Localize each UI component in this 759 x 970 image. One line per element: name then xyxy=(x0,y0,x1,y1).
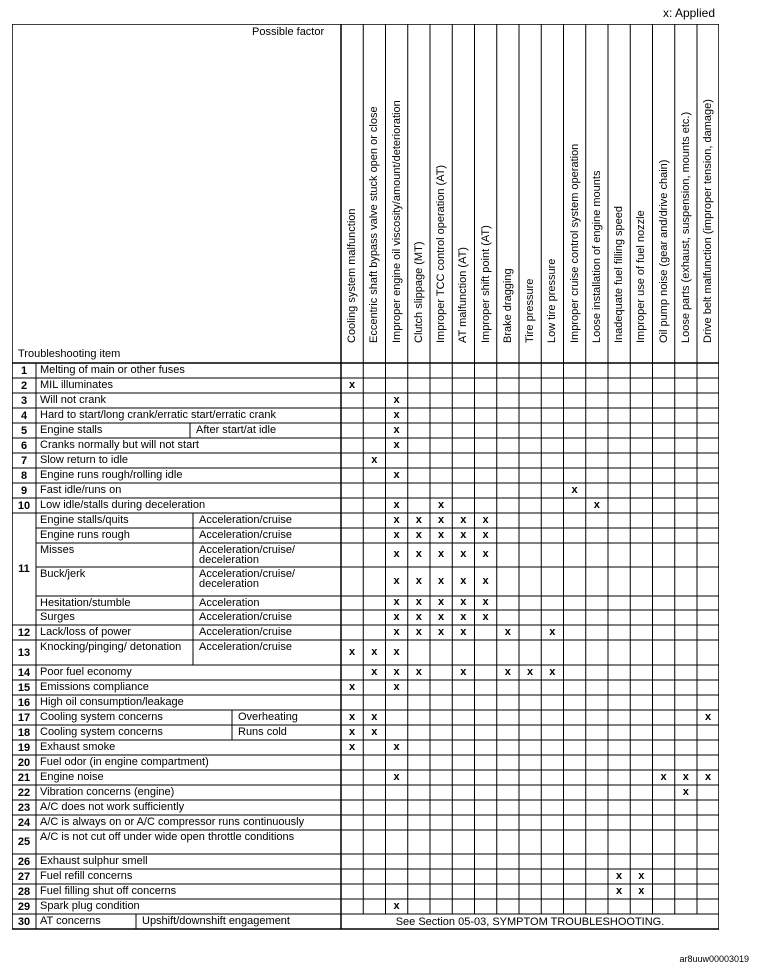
header-possible-factor: Possible factor xyxy=(252,26,325,38)
applied-mark: x xyxy=(638,884,645,897)
troubleshooting-item: Knocking/pinging/ detonation xyxy=(40,641,182,653)
factor-header: Improper cruise control system operation xyxy=(568,143,581,343)
applied-mark: x xyxy=(615,869,623,882)
troubleshooting-item: Spark plug condition xyxy=(40,900,140,912)
applied-mark: x xyxy=(348,680,356,693)
troubleshooting-item: Low idle/stalls during deceleration xyxy=(40,499,206,511)
applied-mark: x xyxy=(437,610,445,623)
troubleshooting-item: High oil consumption/leakage xyxy=(40,696,184,708)
applied-mark: x xyxy=(460,548,467,560)
row-number: 14 xyxy=(17,666,31,679)
troubleshooting-item: Fuel filling shut off concerns xyxy=(40,885,177,897)
troubleshooting-item: Engine stalls/quits xyxy=(40,514,129,526)
row-number: 23 xyxy=(17,801,31,814)
applied-mark: x xyxy=(393,408,400,421)
applied-mark: x xyxy=(526,665,534,678)
applied-mark: x xyxy=(348,710,356,723)
applied-mark: x xyxy=(371,710,378,723)
row-number: 21 xyxy=(17,771,31,784)
troubleshooting-item: Engine runs rough/rolling idle xyxy=(40,469,183,481)
applied-mark: x xyxy=(682,770,689,783)
applied-mark: x xyxy=(393,625,400,638)
applied-mark: x xyxy=(482,574,489,587)
applied-mark: x xyxy=(460,625,467,638)
row30-note: See Section 05-03, SYMPTOM TROUBLESHOOTING. xyxy=(395,916,665,928)
row-number: 18 xyxy=(17,726,31,739)
applied-mark: x xyxy=(549,665,556,678)
factor-header: Loose parts (exhaust, suspension, mounts etc.) xyxy=(679,111,692,343)
factor-header: Low tire pressure xyxy=(546,258,559,343)
applied-mark: x xyxy=(371,725,378,738)
applied-mark: x xyxy=(393,770,400,783)
troubleshooting-item: Fuel odor (in engine compartment) xyxy=(40,756,209,768)
applied-mark: x xyxy=(482,610,489,623)
applied-mark: x xyxy=(437,574,445,587)
condition-label: Acceleration/cruise xyxy=(199,529,292,541)
figure-id: ar8uuw00003019 xyxy=(679,954,749,964)
applied-mark: x xyxy=(437,596,445,608)
applied-mark: x xyxy=(393,548,400,560)
applied-mark: x xyxy=(415,574,422,587)
condition-label: Acceleration/cruise xyxy=(199,611,292,623)
troubleshooting-item: Lack/loss of power xyxy=(40,626,132,638)
row-number: 15 xyxy=(17,681,31,694)
row-number: 2 xyxy=(20,379,28,392)
applied-mark: x xyxy=(504,625,511,638)
factor-header: AT malfunction (AT) xyxy=(457,247,470,343)
applied-mark: x xyxy=(460,528,467,541)
row-number: 12 xyxy=(17,626,31,639)
applied-mark: x xyxy=(460,513,467,526)
factor-header: Improper shift point (AT) xyxy=(479,225,492,343)
applied-mark: x xyxy=(393,596,400,608)
troubleshooting-item: A/C does not work sufficiently xyxy=(40,801,185,813)
row-number: 4 xyxy=(20,409,28,422)
troubleshooting-item: Cooling system concerns xyxy=(40,726,163,738)
applied-mark: x xyxy=(393,899,400,912)
applied-mark: x xyxy=(437,498,445,511)
factor-header: Drive belt malfunction (improper tension, damage) xyxy=(702,99,714,343)
factor-header: Clutch slippage (MT) xyxy=(412,241,425,343)
troubleshooting-item: Poor fuel economy xyxy=(40,666,132,678)
applied-mark: x xyxy=(638,869,645,882)
row-number: 29 xyxy=(17,900,31,913)
applied-mark: x xyxy=(393,645,400,658)
troubleshooting-item: Exhaust sulphur smell xyxy=(40,855,148,867)
applied-mark: x xyxy=(504,665,511,678)
applied-mark: x xyxy=(371,453,378,466)
applied-mark: x xyxy=(682,785,689,798)
troubleshooting-item: AT concerns xyxy=(40,915,101,927)
applied-mark: x xyxy=(704,770,712,783)
condition-label: Acceleration/cruise xyxy=(199,514,292,526)
applied-mark: x xyxy=(393,610,400,623)
applied-mark: x xyxy=(482,513,489,526)
applied-mark: x xyxy=(482,548,489,560)
troubleshooting-item: Engine runs rough xyxy=(40,529,130,541)
row-number: 3 xyxy=(20,394,28,407)
applied-mark: x xyxy=(460,665,467,678)
troubleshooting-item: Cooling system concerns xyxy=(40,711,163,723)
applied-mark: x xyxy=(460,610,467,623)
condition-label: Upshift/downshift engagement xyxy=(142,915,290,927)
applied-mark: x xyxy=(482,596,489,608)
applied-mark: x xyxy=(460,596,467,608)
factor-header: Loose installation of engine mounts xyxy=(590,170,603,343)
factor-header: Brake dragging xyxy=(501,268,514,343)
applied-mark: x xyxy=(415,625,422,638)
troubleshooting-item: Vibration concerns (engine) xyxy=(40,786,175,798)
applied-mark: x xyxy=(393,498,400,511)
row-number: 22 xyxy=(17,786,31,799)
row-number: 19 xyxy=(17,741,31,754)
row-number: 8 xyxy=(20,469,28,482)
applied-mark: x xyxy=(393,393,400,406)
row-number: 28 xyxy=(17,885,31,898)
applied-mark: x xyxy=(371,665,378,678)
troubleshooting-item: Surges xyxy=(40,611,75,623)
applied-mark: x xyxy=(415,610,422,623)
applied-mark: x xyxy=(482,528,489,541)
condition-label: After start/at idle xyxy=(196,424,277,436)
condition-label: Acceleration/cruise/ deceleration xyxy=(199,568,295,590)
row-number: 27 xyxy=(17,870,31,883)
troubleshooting-item: Fuel refill concerns xyxy=(40,870,133,882)
row-number: 17 xyxy=(17,711,31,724)
applied-mark: x xyxy=(437,625,445,638)
applied-mark: x xyxy=(415,528,422,541)
factor-header: Cooling system malfunction xyxy=(346,208,358,343)
factor-header: Improper use of fuel nozzle xyxy=(635,210,648,343)
applied-mark: x xyxy=(437,528,445,541)
condition-label: Acceleration xyxy=(199,597,260,609)
applied-mark: x xyxy=(371,645,378,658)
applied-mark: x xyxy=(393,528,400,541)
applied-mark: x xyxy=(393,438,400,451)
legend: x: Applied xyxy=(662,6,715,20)
applied-mark: x xyxy=(437,513,445,526)
applied-mark: x xyxy=(393,468,400,481)
row-number: 6 xyxy=(20,439,28,452)
applied-mark: x xyxy=(415,513,422,526)
troubleshooting-item: MIL illuminates xyxy=(40,379,113,391)
applied-mark: x xyxy=(549,625,556,638)
row-number: 10 xyxy=(17,499,31,512)
applied-mark: x xyxy=(348,645,356,658)
applied-mark: x xyxy=(348,740,356,753)
row-number: 24 xyxy=(17,816,31,829)
applied-mark: x xyxy=(660,770,667,783)
troubleshooting-item: Slow return to idle xyxy=(40,454,129,466)
applied-mark: x xyxy=(704,710,712,723)
applied-mark: x xyxy=(348,725,356,738)
condition-label: Runs cold xyxy=(238,726,287,738)
factor-header: Inadequate fuel filling speed xyxy=(613,206,625,343)
row-number: 11 xyxy=(18,563,30,575)
applied-mark: x xyxy=(393,574,400,587)
condition-label: Acceleration/cruise xyxy=(199,626,292,638)
applied-mark: x xyxy=(393,665,400,678)
applied-mark: x xyxy=(415,548,422,560)
applied-mark: x xyxy=(571,483,578,496)
troubleshooting-item: Fast idle/runs on xyxy=(40,484,122,496)
applied-mark: x xyxy=(393,740,400,753)
troubleshooting-item: Emissions compliance xyxy=(40,681,149,693)
factor-header: Tire pressure xyxy=(524,278,536,343)
troubleshooting-item: Buck/jerk xyxy=(40,568,86,580)
troubleshooting-item: A/C is not cut off under wide open throttle conditions xyxy=(40,831,295,843)
row-number: 30 xyxy=(17,915,31,928)
troubleshooting-item: Melting of main or other fuses xyxy=(40,364,185,376)
condition-label: Acceleration/cruise/ deceleration xyxy=(199,544,295,566)
applied-mark: x xyxy=(615,884,623,897)
troubleshooting-item: Cranks normally but will not start xyxy=(40,439,199,451)
row-number: 25 xyxy=(17,836,31,848)
row-number: 20 xyxy=(17,756,31,769)
troubleshooting-item: Exhaust smoke xyxy=(40,741,116,753)
row-number: 9 xyxy=(20,484,28,497)
troubleshooting-item: Misses xyxy=(40,544,75,556)
factor-header: Eccentric shaft bypass valve stuck open or close xyxy=(368,106,381,343)
troubleshooting-table xyxy=(12,24,719,941)
condition-label: Overheating xyxy=(238,711,298,723)
troubleshooting-item: Hard to start/long crank/erratic start/erratic crank xyxy=(40,409,276,421)
applied-mark: x xyxy=(593,498,600,511)
applied-mark: x xyxy=(437,548,445,560)
row-number: 1 xyxy=(20,364,28,377)
row-number: 26 xyxy=(17,855,31,868)
troubleshooting-item: A/C is always on or A/C compressor runs continuously xyxy=(40,816,305,828)
applied-mark: x xyxy=(415,665,422,678)
header-troubleshooting-item: Troubleshooting item xyxy=(18,348,121,360)
troubleshooting-item: Engine noise xyxy=(40,771,104,783)
troubleshooting-item: Will not crank xyxy=(40,394,107,406)
factor-header: Improper engine oil viscosity/amount/deterioration xyxy=(390,100,403,343)
applied-mark: x xyxy=(460,574,467,587)
row-number: 13 xyxy=(17,646,31,659)
applied-mark: x xyxy=(393,423,400,436)
row-number: 16 xyxy=(17,696,31,709)
applied-mark: x xyxy=(348,378,356,391)
factor-header: Improper TCC control operation (AT) xyxy=(435,164,447,343)
applied-mark: x xyxy=(393,513,400,526)
applied-mark: x xyxy=(393,680,400,693)
row-number: 7 xyxy=(20,454,28,467)
condition-label: Acceleration/cruise xyxy=(199,641,292,653)
troubleshooting-item: Hesitation/stumble xyxy=(40,597,131,609)
factor-header: Oil pump noise (gear and/drive chain) xyxy=(657,159,670,343)
troubleshooting-item: Engine stalls xyxy=(40,424,103,436)
applied-mark: x xyxy=(415,596,422,608)
row-number: 5 xyxy=(20,424,28,437)
